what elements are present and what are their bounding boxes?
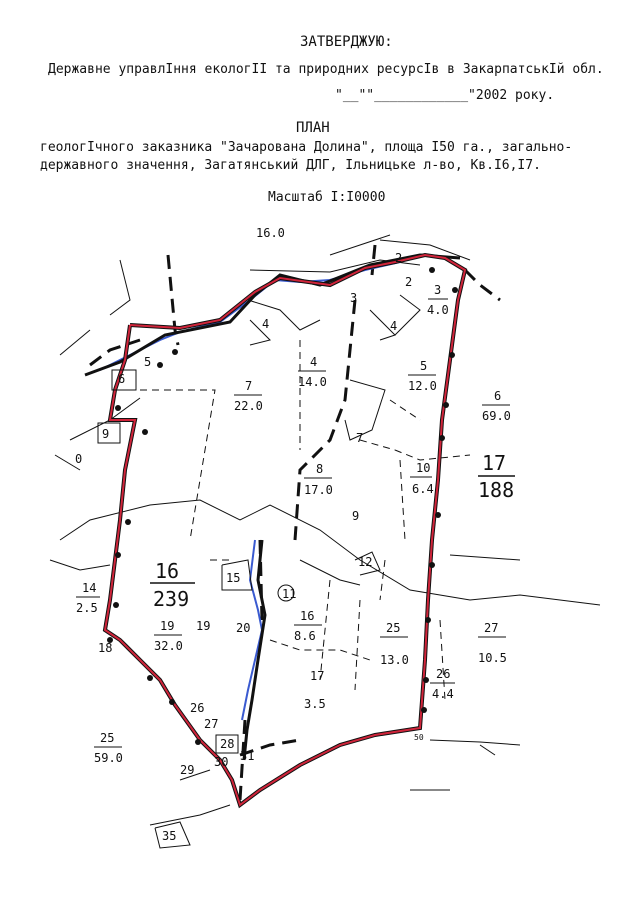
compartment-label: 14 [82, 581, 97, 595]
compartment-label: 17 [310, 669, 325, 683]
compartment-label: 3 [434, 283, 442, 297]
compartment-label: 15 [226, 571, 241, 585]
compartment-labels [75, 226, 511, 843]
compartment-label: 5 [420, 359, 428, 373]
compartment-area: 69.0 [482, 409, 511, 423]
compartment-label: 29 [180, 763, 195, 777]
compartment-area: 10.5 [478, 651, 507, 665]
compartment-label: 8 [316, 462, 324, 476]
compartment-label: 4 [262, 317, 270, 331]
map-scale: Масштаб I:I0000 [268, 190, 386, 205]
compartment-area: 3.5 [304, 697, 326, 711]
compartment-label: 25 [386, 621, 401, 635]
compartment-label: 20 [236, 621, 251, 635]
compartment-label: 11 [282, 587, 297, 601]
compartment-area: 22.0 [234, 399, 263, 413]
compartment-label: 4 [390, 319, 398, 333]
compartment-label: 18 [98, 641, 113, 655]
plan-title: ПЛАН [296, 120, 330, 136]
compartment-label: 6 [494, 389, 502, 403]
compartment-label: 6 [118, 372, 126, 386]
compartment-area: 6.4 [412, 482, 434, 496]
compartment-label: 7 [356, 431, 364, 445]
ministry-line: Державне управлIння екологII та природних ресурсIв в ЗакарпатськIй обл. [48, 62, 604, 77]
compartment-label: 26 [190, 701, 205, 715]
compartment-label: 35 [162, 829, 177, 843]
compartment-label: 4 [310, 355, 318, 369]
compartment-label: 19 [196, 619, 211, 633]
compartment-label: 25 [100, 731, 115, 745]
quarter-17-area: 188 [478, 478, 515, 502]
compartment-label: 16 [300, 609, 315, 623]
quarter-labels [150, 451, 515, 611]
compartment-area: 14.0 [298, 375, 327, 389]
compartment-area: 2.5 [76, 601, 98, 615]
compartment-label: 10 [416, 461, 431, 475]
compartment-area: 13.0 [380, 653, 409, 667]
quarter-16-number: 16 [155, 559, 180, 583]
compartment-area: 4.4 [432, 687, 454, 701]
compartment-label: 9 [102, 427, 110, 441]
compartment-label: 2 [405, 275, 413, 289]
compartment-label: 9 [352, 509, 360, 523]
compartment-label: 3 [350, 291, 358, 305]
compartment-label: 0 [75, 452, 83, 466]
compartment-label: 30 [214, 755, 229, 769]
compartment-area: 59.0 [94, 751, 123, 765]
compartment-label: 12 [358, 555, 373, 569]
compartment-area: 8.6 [294, 629, 316, 643]
marker-label: 50 [414, 733, 424, 742]
compartment-label: 26 [436, 667, 451, 681]
compartment-area: 4.0 [427, 303, 449, 317]
date-line: "__""____________"2002 року. [335, 88, 555, 103]
compartment-label: 31 [240, 749, 255, 763]
quarter-17-number: 17 [482, 451, 507, 475]
compartment-label: 19 [160, 619, 175, 633]
plan-description-line-2: державного значення, Загатянський ДЛГ, Iльницьке л-во, Кв.I6,I7. [40, 158, 541, 173]
compartment-label: 28 [220, 737, 235, 751]
compartment-area: 12.0 [408, 379, 437, 393]
quarter-16-area: 239 [153, 587, 190, 611]
compartment-label: 5 [144, 355, 152, 369]
approval-heading: ЗАТВЕРДЖУЮ: [300, 34, 393, 50]
plan-description-line-1: геологIчного заказника "Зачарована Долина", площа I50 га., загально- [40, 140, 573, 155]
compartment-area: 32.0 [154, 639, 183, 653]
compartment-label: 7 [245, 379, 253, 393]
compartment-label: 27 [204, 717, 219, 731]
dashed-lines [140, 340, 470, 700]
compartment-label: 16.0 [256, 226, 285, 240]
compartment-label: 27 [484, 621, 499, 635]
compartment-label: 2 [395, 251, 403, 265]
compartment-area: 17.0 [304, 483, 333, 497]
